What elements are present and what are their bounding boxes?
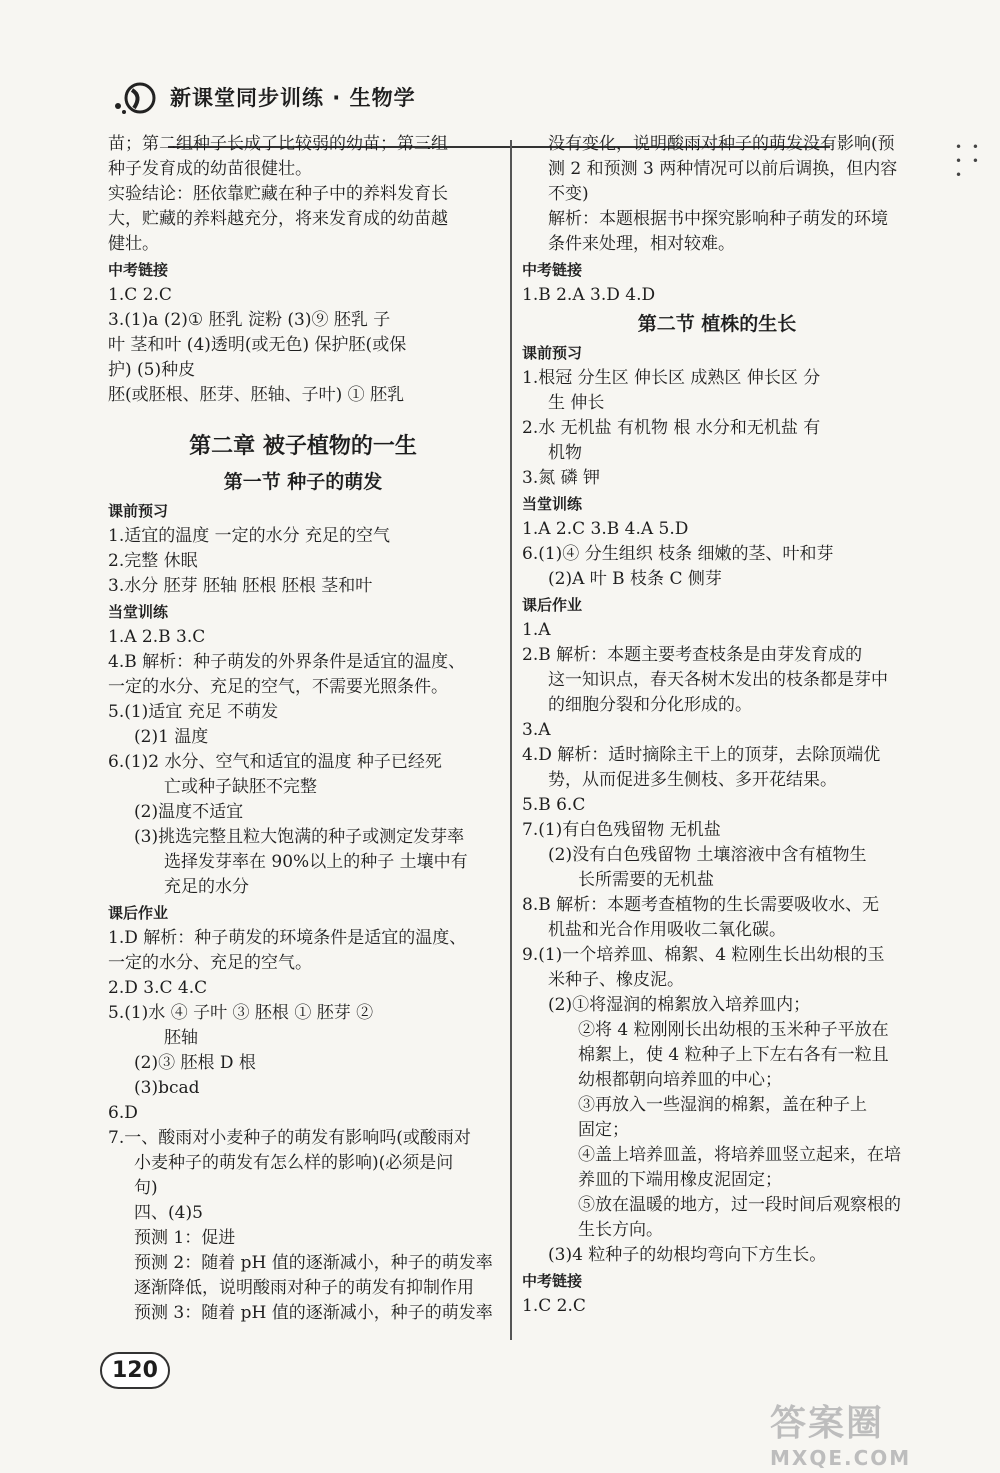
section-label: 中考链接 <box>522 1272 583 1290</box>
answer-line: 逐渐降低，说明酸雨对种子的萌发有抑制作用 <box>134 1278 474 1298</box>
answer-line: (2)A 叶 B 枝条 C 侧芽 <box>548 569 722 589</box>
answer-line: 3.(1)a (2)① 胚乳 淀粉 (3)⑨ 胚乳 子 <box>108 310 391 330</box>
answer-line: 5.(1)水 ④ 子叶 ③ 胚根 ① 胚芽 ② <box>108 1003 374 1023</box>
section-label: 课后作业 <box>522 596 583 614</box>
answer-line: 一定的水分、充足的空气。 <box>108 953 312 973</box>
section-label: 中考链接 <box>108 261 169 279</box>
answer-line: 叶 茎和叶 (4)透明(或无色) 保护胚(或保 <box>108 335 407 355</box>
answer-line: 势，从而促进多生侧枝、多开花结果。 <box>548 770 837 790</box>
answer-line: 充足的水分 <box>164 877 249 897</box>
answer-line: 种子发育成的幼苗很健壮。 <box>108 159 312 179</box>
answer-line: 苗；第二组种子长成了比较弱的幼苗；第三组 <box>108 134 448 154</box>
answer-line: 预测 3：随着 pH 值的逐渐减小，种子的萌发率 <box>134 1303 493 1323</box>
answer-line: 选择发芽率在 90%以上的种子 土壤中有 <box>164 852 468 872</box>
answer-line: 5.(1)适宜 充足 不萌发 <box>108 702 279 722</box>
answer-line: 3.氮 磷 钾 <box>522 468 601 488</box>
answer-line: 1.A <box>522 620 551 640</box>
column-divider <box>510 140 512 1340</box>
answer-line: 没有变化，说明酸雨对种子的萌发没有影响(预 <box>548 134 895 154</box>
answer-line: 6.(1)2 水分、空气和适宜的温度 种子已经死 <box>108 752 442 772</box>
book-logo-icon <box>110 76 160 120</box>
answer-line: 条件来处理，相对较难。 <box>548 234 735 254</box>
answer-line: 句) <box>134 1178 158 1198</box>
answer-line: 1.B 2.A 3.D 4.D <box>522 285 656 305</box>
answer-line: ④盖上培养皿盖，将培养皿竖立起来，在培 <box>578 1145 901 1165</box>
answer-line: 1.D 解析：种子萌发的环境条件是适宜的温度、 <box>108 928 467 948</box>
answer-line: (2)1 温度 <box>134 727 209 747</box>
answer-line: 生 伸长 <box>548 393 605 413</box>
answer-line: 胚轴 <box>164 1028 198 1048</box>
watermark <box>770 1395 985 1470</box>
answer-line: 机物 <box>548 443 582 463</box>
answer-line: 1.适宜的温度 一定的水分 充足的空气 <box>108 526 391 546</box>
answer-line: 小麦种子的萌发有怎么样的影响)(必须是问 <box>134 1153 454 1173</box>
answer-line: 护) (5)种皮 <box>108 360 196 380</box>
answer-line: 固定； <box>578 1120 629 1140</box>
answer-line: 米种子、橡皮泥。 <box>548 970 684 990</box>
answer-line: 养皿的下端用橡皮泥固定； <box>578 1170 782 1190</box>
watermark-bottom: MXQE.COM <box>770 1446 912 1470</box>
answer-line: 长所需要的无机盐 <box>578 870 714 890</box>
answer-line: 8.B 解析：本题考查植物的生长需要吸收水、无 <box>522 895 880 915</box>
answer-line: 这一知识点，春天各树木发出的枝条都是芽中 <box>548 670 888 690</box>
answer-line: (2)①将湿润的棉絮放入培养皿内； <box>548 995 811 1015</box>
answer-line: 预测 1：促进 <box>134 1228 236 1248</box>
answer-line: (3)挑选完整且粒大饱满的种子或测定发芽率 <box>134 827 465 847</box>
answer-line: 的细胞分裂和分化形成的。 <box>548 695 752 715</box>
watermark-top: 答案圈 <box>770 1403 885 1444</box>
answer-line: 不变) <box>548 184 589 204</box>
answer-line: 亡或种子缺胚不完整 <box>164 777 317 797</box>
section-label: 中考链接 <box>522 261 583 279</box>
answer-line: 1.C 2.C <box>108 285 172 305</box>
section-title: 第二节 植株的生长 <box>637 313 797 335</box>
right-column <box>522 132 912 1319</box>
answer-line: (2)温度不适宜 <box>134 802 244 822</box>
answer-line: ②将 4 粒刚刚长出幼根的玉米种子平放在 <box>578 1020 889 1040</box>
answer-line: 1.A 2.B 3.C <box>108 627 206 647</box>
answer-line: 6.(1)④ 分生组织 枝条 细嫩的茎、叶和芽 <box>522 544 834 564</box>
chapter-title: 第二章 被子植物的一生 <box>189 434 417 459</box>
answer-line: ③再放入一些湿润的棉絮，盖在种子上 <box>578 1095 867 1115</box>
answer-line: 2.水 无机盐 有机物 根 水分和无机盐 有 <box>522 418 821 438</box>
answer-line: 一定的水分、充足的空气，不需要光照条件。 <box>108 677 448 697</box>
answer-line: 6.D <box>108 1103 138 1123</box>
header-dots: • • • • • <box>955 140 982 182</box>
answer-line: 实验结论：胚依靠贮藏在种子中的养料发育长 <box>108 184 448 204</box>
answer-line: 棉絮上，使 4 粒种子上下左右各有一粒且 <box>578 1045 889 1065</box>
section-label: 课前预习 <box>522 344 583 362</box>
section-label: 课后作业 <box>108 904 169 922</box>
section-label: 课前预习 <box>108 502 169 520</box>
answer-line: 幼根都朝向培养皿的中心； <box>578 1070 782 1090</box>
section-title: 第一节 种子的萌发 <box>223 471 383 493</box>
answer-line: 健壮。 <box>108 234 159 254</box>
answer-line: 测 2 和预测 3 两种情况可以前后调换，但内容 <box>548 159 898 179</box>
answer-line: (3)bcad <box>134 1078 200 1098</box>
answer-line: 9.(1)一个培养皿、棉絮、4 粒刚生长出幼根的玉 <box>522 945 885 965</box>
answer-line: 3.水分 胚芽 胚轴 胚根 胚根 茎和叶 <box>108 576 373 596</box>
page-number: 120 <box>100 1352 170 1389</box>
answer-line: 2.D 3.C 4.C <box>108 978 208 998</box>
answer-line: 解析：本题根据书中探究影响种子萌发的环境 <box>548 209 888 229</box>
section-label: 当堂训练 <box>522 495 583 513</box>
answer-line: 3.A <box>522 720 551 740</box>
answer-line: 四、(4)5 <box>134 1203 203 1223</box>
answer-line: 1.A 2.C 3.B 4.A 5.D <box>522 519 689 539</box>
answer-line: 生长方向。 <box>578 1220 663 1240</box>
answer-line: 机盐和光合作用吸收二氧化碳。 <box>548 920 786 940</box>
left-column <box>108 132 498 1326</box>
answer-line: 胚(或胚根、胚芽、胚轴、子叶) ① 胚乳 <box>108 385 405 405</box>
answer-line: 7.(1)有白色残留物 无机盐 <box>522 820 721 840</box>
answer-line: 预测 2：随着 pH 值的逐渐减小，种子的萌发率 <box>134 1253 493 1273</box>
answer-line: (3)4 粒种子的幼根均弯向下方生长。 <box>548 1245 827 1265</box>
answer-line: 1.C 2.C <box>522 1296 586 1316</box>
answer-line: (2)没有白色残留物 土壤溶液中含有植物生 <box>548 845 867 865</box>
header-title: 新课堂同步训练 · 生物学 <box>170 86 416 110</box>
answer-line: (2)③ 胚根 D 根 <box>134 1053 256 1073</box>
section-label: 当堂训练 <box>108 603 169 621</box>
answer-line: 5.B 6.C <box>522 795 586 815</box>
answer-line: ⑤放在温暖的地方，过一段时间后观察根的 <box>578 1195 901 1215</box>
answer-line: 2.B 解析：本题主要考查枝条是由芽发育成的 <box>522 645 863 665</box>
answer-line: 大，贮藏的养料越充分，将来发育成的幼苗越 <box>108 209 448 229</box>
answer-line: 2.完整 休眠 <box>108 551 198 571</box>
answer-line: 4.D 解析：适时摘除主干上的顶芽，去除顶端优 <box>522 745 881 765</box>
answer-line: 4.B 解析：种子萌发的外界条件是适宜的温度、 <box>108 652 466 672</box>
answer-line: 1.根冠 分生区 伸长区 成熟区 伸长区 分 <box>522 368 821 388</box>
answer-line: 7.一、酸雨对小麦种子的萌发有影响吗(或酸雨对 <box>108 1128 471 1148</box>
